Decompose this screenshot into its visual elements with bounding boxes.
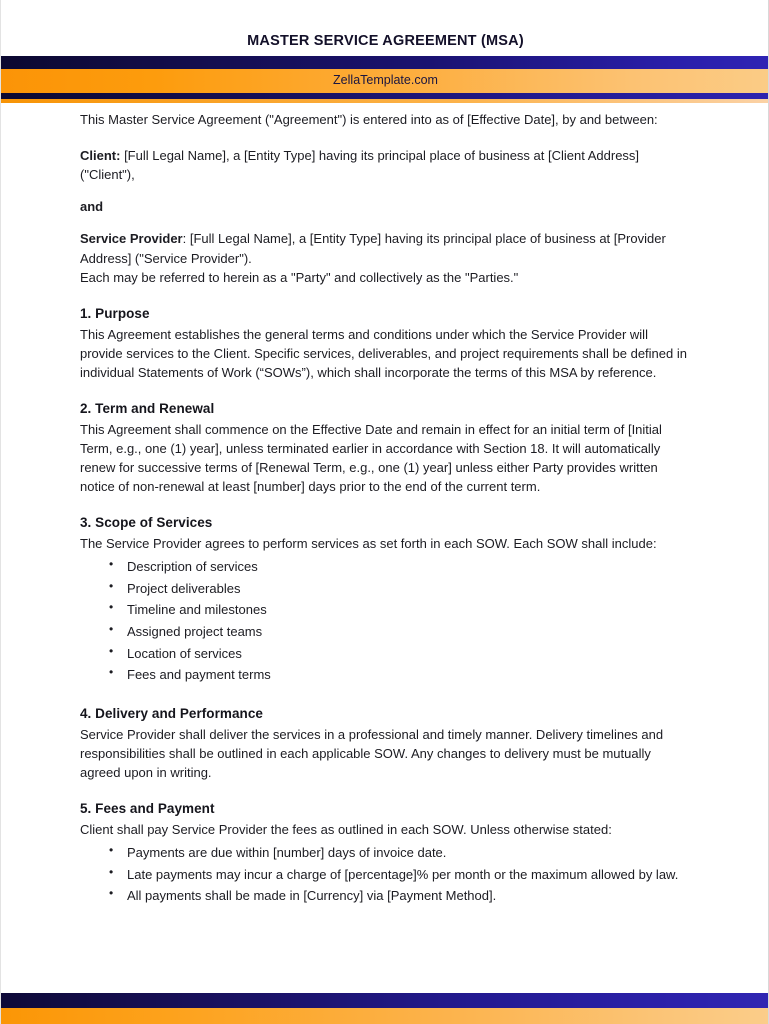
- list-item: • Project deliverables: [80, 579, 690, 598]
- service-provider-paragraph: [80, 229, 690, 267]
- footer-navy-band: [1, 993, 769, 1008]
- section-heading-scope-of-services: 3. Scope of Services: [80, 515, 213, 531]
- list-item: • Description of services: [80, 557, 690, 576]
- section-body-fees-and-payment: Client shall pay Service Provider the fees as outlined in each SOW. Unless otherwise stated:: [80, 821, 612, 837]
- section-purpose: [80, 304, 690, 382]
- section-scope-of-services: [80, 513, 690, 684]
- section-heading-fees-and-payment: 5. Fees and Payment: [80, 801, 215, 816]
- header-orange-thin-band: [1, 99, 769, 103]
- page-title: MASTER SERVICE AGREEMENT (MSA): [247, 33, 524, 49]
- section-fees-and-payment: [80, 799, 690, 905]
- intro-opening-paragraph: This Master Service Agreement ("Agreement") is entered into as of [Effective Date], by and between:: [80, 112, 658, 127]
- scope-of-services-bullet-list: [80, 557, 690, 684]
- client-paragraph: [80, 146, 690, 184]
- section-heading-term-and-renewal: 2. Term and Renewal: [80, 400, 215, 416]
- section-body-scope-of-services: The Service Provider agrees to perform services as set forth in each SOW. Each SOW shall include:: [80, 536, 657, 552]
- service-provider-details: : [Full Legal Name], a [Entity Type] having its principal place of business at [Provider Address] ("Service Provider").: [80, 231, 666, 266]
- list-item: • Late payments may incur a charge of [percentage]% per month or the maximum allowed by law.: [80, 865, 690, 884]
- header-navy-band: [1, 56, 769, 69]
- section-delivery-and-performance: [80, 704, 690, 782]
- document-body: [80, 110, 690, 908]
- footer-orange-band: [1, 1008, 769, 1024]
- party-definition-note: Each may be referred to herein as a "Party" and collectively as the "Parties.": [80, 269, 519, 285]
- list-item: • Fees and payment terms: [80, 665, 690, 684]
- section-body-purpose: This Agreement establishes the general terms and conditions under which the Service Provider will provide services to the Client. Specific services, deliverables, and project requirements shall be defined in individual Statements of Work (“SOWs”), which shall incorporate the terms of this MSA by reference.: [80, 326, 687, 380]
- section-heading-purpose: 1. Purpose: [80, 305, 150, 321]
- list-item: • All payments shall be made in [Currency] via [Payment Method].: [80, 886, 690, 905]
- conjunction-label: and: [80, 199, 104, 215]
- brand-watermark-label: ZellaTemplate.com: [333, 73, 438, 87]
- conjunction-and: [80, 197, 690, 216]
- section-body-term-and-renewal: This Agreement shall commence on the Effective Date and remain in effect for an initial term of [Initial Term, e.g., one (1) year], unless terminated earlier in accordance with Section 18. It will automatically renew for successive terms of [Renewal Term, e.g., one (1) year] unless either Party provides written notice of non-renewal at least [number] days prior to the end of the current term.: [80, 421, 662, 495]
- fees-and-payment-bullet-list: [80, 843, 690, 905]
- list-item: • Location of services: [80, 644, 690, 663]
- section-heading-delivery-and-performance: 4. Delivery and Performance: [80, 705, 263, 721]
- list-item: • Payments are due within [number] days of invoice date.: [80, 843, 690, 862]
- section-body-delivery-and-performance: Service Provider shall deliver the services in a professional and timely manner. Delivery timelines and responsibilities shall be outlined in each applicable SOW. Any changes to delivery must be mutually agreed upon in writing.: [80, 726, 664, 780]
- list-item: • Assigned project teams: [80, 622, 690, 641]
- client-label: Client:: [80, 148, 121, 164]
- list-item: • Timeline and milestones: [80, 600, 690, 619]
- service-provider-label: Service Provider: [80, 231, 183, 247]
- section-term-and-renewal: [80, 399, 690, 496]
- client-details: [Full Legal Name], a [Entity Type] having its principal place of business at [Client Address] ("Client"),: [80, 148, 640, 183]
